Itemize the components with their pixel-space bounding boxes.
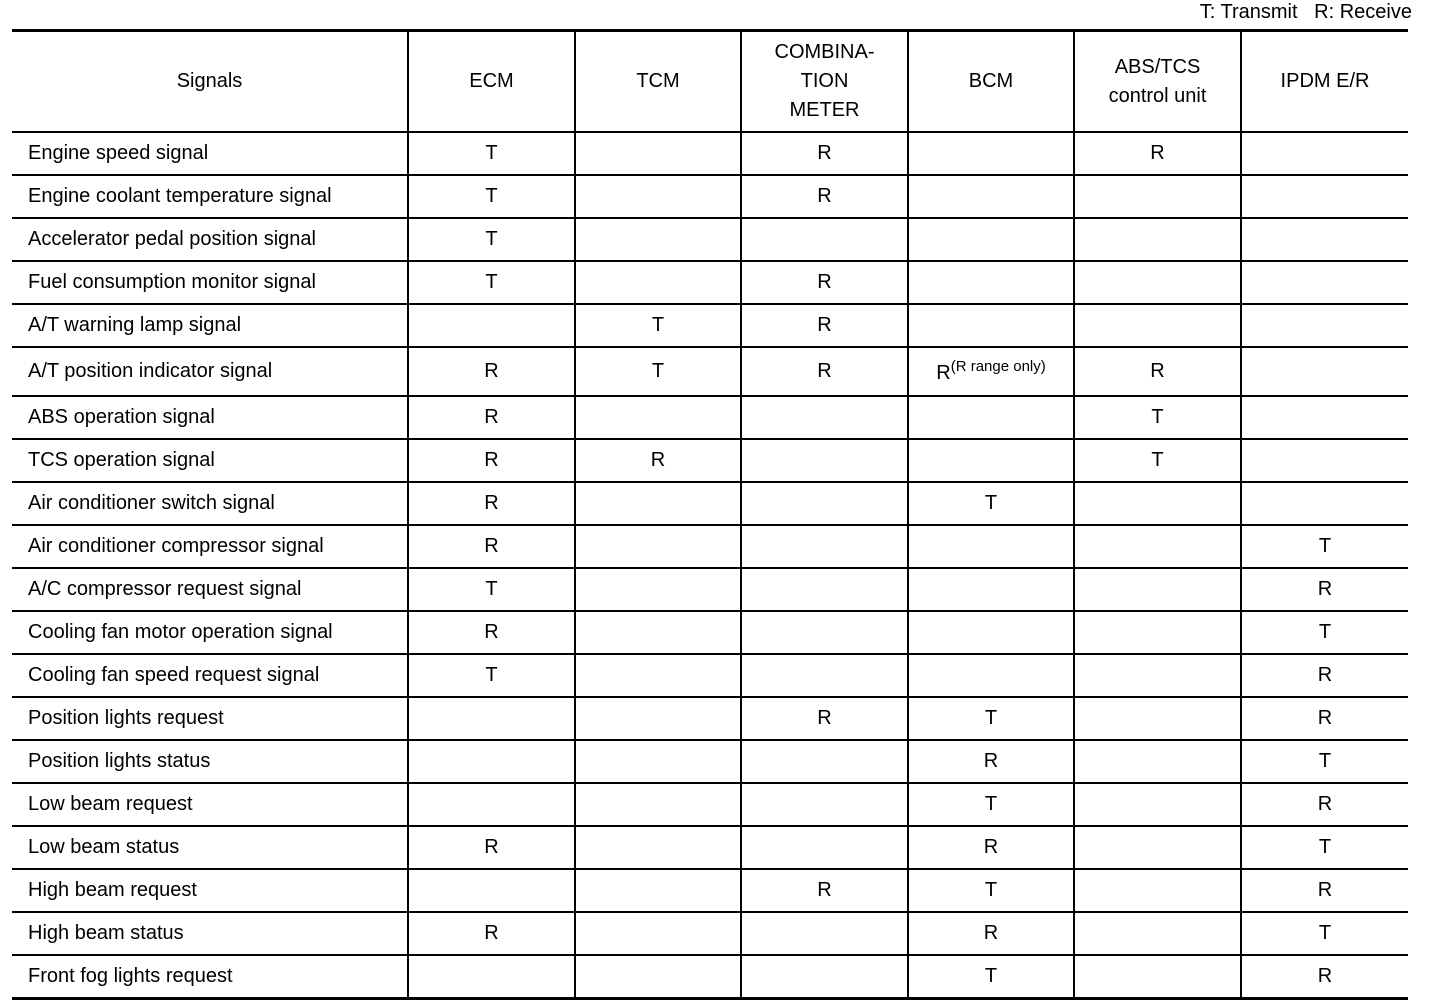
cell-value: R	[936, 362, 951, 384]
cell-tcm	[575, 697, 741, 740]
cell-abs	[1074, 740, 1241, 783]
cell-tcm: T	[575, 347, 741, 396]
cell-bcm: T	[908, 697, 1074, 740]
signal-name: Front fog lights request	[28, 965, 233, 987]
cell-bcm: R	[908, 740, 1074, 783]
cell-abs: T	[1074, 439, 1241, 482]
cell-bcm	[908, 347, 1074, 396]
cell-ipdm: R	[1241, 568, 1408, 611]
cell-ecm: T	[408, 654, 575, 697]
cell-meter: R	[741, 347, 908, 396]
cell-meter: R	[741, 261, 908, 304]
cell-meter: R	[741, 869, 908, 912]
cell-meter	[741, 439, 908, 482]
table-row	[12, 869, 1408, 912]
cell-bcm	[908, 654, 1074, 697]
range-note: (R range only)	[950, 358, 1046, 375]
cell-ecm: T	[408, 568, 575, 611]
col-header-combination-meter: COMBINA- TION METER	[741, 31, 908, 133]
cell-bcm	[908, 439, 1074, 482]
table-row	[12, 654, 1408, 697]
cell-ipdm	[1241, 439, 1408, 482]
table-row	[12, 783, 1408, 826]
signal-table	[12, 29, 1408, 1000]
cell-bcm: T	[908, 955, 1074, 999]
cell-abs	[1074, 611, 1241, 654]
cell-ipdm: R	[1241, 783, 1408, 826]
cell-bcm	[908, 218, 1074, 261]
cell-ecm: R	[408, 439, 575, 482]
cell-bcm: T	[908, 869, 1074, 912]
cell-meter: R	[741, 304, 908, 347]
cell-ecm: R	[408, 826, 575, 869]
cell-meter	[741, 740, 908, 783]
cell-tcm	[575, 955, 741, 999]
cell-abs: R	[1074, 347, 1241, 396]
cell-tcm	[575, 783, 741, 826]
cell-abs	[1074, 568, 1241, 611]
table-row	[12, 439, 1408, 482]
signal-name: Low beam request	[12, 783, 408, 826]
cell-ipdm: T	[1241, 912, 1408, 955]
cell-abs	[1074, 261, 1241, 304]
cell-ipdm: R	[1241, 697, 1408, 740]
cell-tcm: R	[575, 439, 741, 482]
cell-abs	[1074, 654, 1241, 697]
signal-name: A/T position indicator signal	[12, 347, 408, 396]
cell-ecm	[408, 740, 575, 783]
cell-meter	[741, 783, 908, 826]
cell-tcm: T	[575, 304, 741, 347]
cell-ipdm	[1241, 482, 1408, 525]
cell-ecm: R	[408, 396, 575, 439]
cell-bcm	[908, 568, 1074, 611]
signal-name: Position lights request	[12, 697, 408, 740]
cell-ecm: R	[408, 347, 575, 396]
cell-ipdm	[1241, 304, 1408, 347]
cell-abs	[1074, 955, 1241, 999]
signal-name: Air conditioner compressor signal	[12, 525, 408, 568]
signal-name: A/T warning lamp signal	[12, 304, 408, 347]
cell-ecm: T	[408, 175, 575, 218]
cell-ipdm: R	[1241, 869, 1408, 912]
cell-abs: T	[1074, 396, 1241, 439]
cell-ecm: R	[408, 912, 575, 955]
cell-meter	[741, 525, 908, 568]
cell-meter	[741, 482, 908, 525]
cell-ecm: T	[408, 261, 575, 304]
cell-ipdm	[1241, 132, 1408, 175]
cell-ipdm	[1241, 218, 1408, 261]
cell-meter	[741, 218, 908, 261]
legend: T: Transmit R: Receive	[1199, 1, 1412, 23]
cell-bcm: T	[908, 783, 1074, 826]
cell-meter: R	[741, 697, 908, 740]
cell-tcm	[575, 525, 741, 568]
cell-meter	[741, 568, 908, 611]
cell-ipdm: T	[1241, 611, 1408, 654]
signal-name: Engine speed signal	[12, 132, 408, 175]
cell-meter	[741, 396, 908, 439]
cell-meter	[741, 826, 908, 869]
cell-abs	[1074, 869, 1241, 912]
cell-tcm	[575, 132, 741, 175]
table-row	[12, 697, 1408, 740]
header-row	[12, 31, 1408, 133]
cell-tcm	[575, 568, 741, 611]
cell-ecm	[408, 869, 575, 912]
col-header-signals: Signals	[12, 31, 408, 133]
cell-abs	[1074, 697, 1241, 740]
table-row	[12, 261, 1408, 304]
cell-ipdm	[1241, 261, 1408, 304]
table-row	[12, 347, 1408, 396]
cell-ipdm	[1241, 396, 1408, 439]
cell-ecm: T	[408, 218, 575, 261]
table-row	[12, 955, 1408, 999]
cell-bcm	[908, 261, 1074, 304]
cell-abs: R	[1074, 132, 1241, 175]
cell-ipdm	[1241, 175, 1408, 218]
cell-ecm	[408, 783, 575, 826]
cell-meter	[741, 654, 908, 697]
table-row	[12, 482, 1408, 525]
signal-name: A/C compressor request signal	[12, 568, 408, 611]
cell-ipdm: T	[1241, 740, 1408, 783]
cell-ecm: T	[408, 132, 575, 175]
cell-abs	[1074, 175, 1241, 218]
table-row	[12, 826, 1408, 869]
cell-bcm	[908, 611, 1074, 654]
signal-name: High beam request	[12, 869, 408, 912]
signal-name: Fuel consumption monitor signal	[12, 261, 408, 304]
cell-abs	[1074, 826, 1241, 869]
cell-meter: R	[741, 132, 908, 175]
col-header-ipdm: IPDM E/R	[1241, 31, 1408, 133]
cell-ecm	[408, 955, 575, 999]
table-row	[12, 218, 1408, 261]
signal-name: Cooling fan speed request signal	[12, 654, 408, 697]
cell-tcm	[575, 869, 741, 912]
cell-tcm	[575, 912, 741, 955]
cell-abs	[1074, 482, 1241, 525]
cell-meter	[741, 611, 908, 654]
cell-tcm	[575, 261, 741, 304]
cell-ecm	[408, 304, 575, 347]
table-row	[12, 568, 1408, 611]
cell-tcm	[575, 826, 741, 869]
col-header-ecm: ECM	[408, 31, 575, 133]
cell-abs	[1074, 304, 1241, 347]
table-row	[12, 304, 1408, 347]
cell-ecm: R	[408, 482, 575, 525]
cell-bcm	[908, 132, 1074, 175]
col-header-bcm: BCM	[908, 31, 1074, 133]
cell-bcm	[908, 525, 1074, 568]
table-row	[12, 132, 1408, 175]
table-row	[12, 525, 1408, 568]
cell-meter	[741, 912, 908, 955]
table-row	[12, 396, 1408, 439]
signal-name: Cooling fan motor operation signal	[12, 611, 408, 654]
signal-name: Engine coolant temperature signal	[12, 175, 408, 218]
signal-name: TCS operation signal	[12, 439, 408, 482]
table-row	[12, 175, 1408, 218]
cell-bcm: R	[908, 826, 1074, 869]
cell-ipdm	[1241, 347, 1408, 396]
signal-name: Accelerator pedal position signal	[12, 218, 408, 261]
cell-ecm	[408, 697, 575, 740]
cell-bcm: R	[908, 912, 1074, 955]
signal-name: Low beam status	[12, 826, 408, 869]
cell-meter	[741, 955, 908, 999]
signal-name: Air conditioner switch signal	[12, 482, 408, 525]
cell-tcm	[575, 218, 741, 261]
col-header-tcm: TCM	[575, 31, 741, 133]
table-row	[12, 912, 1408, 955]
cell-abs	[1074, 912, 1241, 955]
table-row	[12, 611, 1408, 654]
cell-ipdm: R	[1241, 654, 1408, 697]
cell-abs	[1074, 783, 1241, 826]
cell-tcm	[575, 654, 741, 697]
cell-ipdm: T	[1241, 826, 1408, 869]
signal-name: ABS operation signal	[12, 396, 408, 439]
signal-name: High beam status	[12, 912, 408, 955]
cell-bcm: T	[908, 482, 1074, 525]
cell-tcm	[575, 396, 741, 439]
cell-ipdm: T	[1241, 525, 1408, 568]
cell-meter: R	[741, 175, 908, 218]
cell-tcm	[575, 482, 741, 525]
cell-ecm: R	[408, 611, 575, 654]
cell-bcm	[908, 175, 1074, 218]
cell-ipdm: R	[1241, 955, 1408, 999]
col-header-abs-tcs: ABS/TCS control unit	[1074, 31, 1241, 133]
cell-tcm	[575, 175, 741, 218]
cell-abs	[1074, 218, 1241, 261]
cell-abs	[1074, 525, 1241, 568]
cell-bcm	[908, 396, 1074, 439]
cell-tcm	[575, 611, 741, 654]
cell-bcm	[908, 304, 1074, 347]
cell-tcm	[575, 740, 741, 783]
signal-name: Position lights status	[12, 740, 408, 783]
table-row	[12, 740, 1408, 783]
cell-ecm: R	[408, 525, 575, 568]
